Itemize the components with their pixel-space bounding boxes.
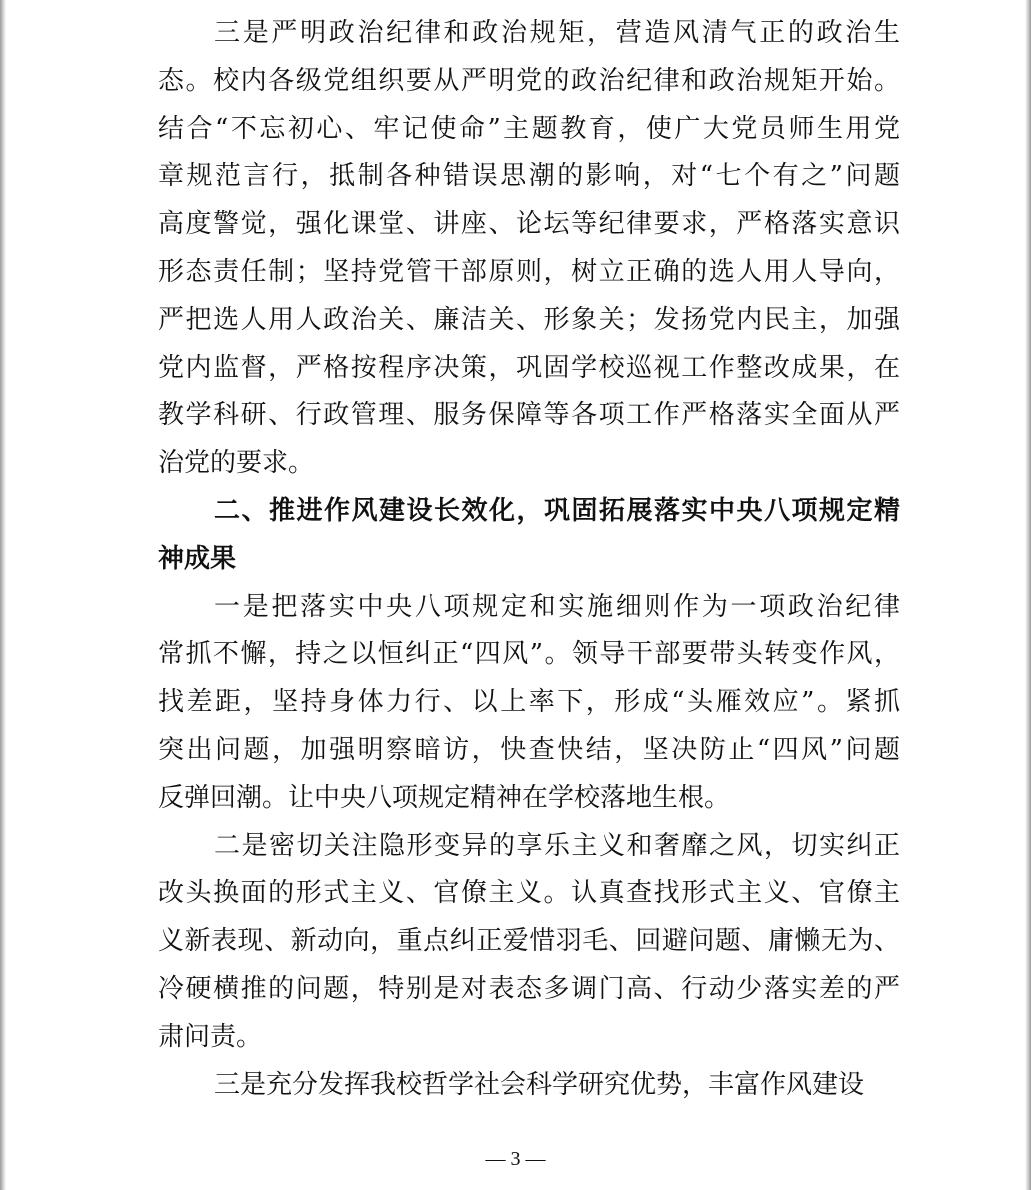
text-line: 章规范言行，抵制各种错误思潮的影响，对“七个有之”问题 [158,161,900,192]
text-line: 三是充分发挥我校哲学社会科学研究优势，丰富作风建设 [214,1069,865,1100]
text-line: 冷硬横推的问题，特别是对表态多调门高、行动少落实差的严 [158,973,900,1004]
text-line: 党内监督，严格按程序决策，巩固学校巡视工作整改成果，在 [158,352,900,383]
text-line: 形态责任制；坚持党管干部原则，树立正确的选人用人导向， [158,256,900,287]
text-line: 结合“不忘初心、牢记使命”主题教育，使广大党员师生用党 [158,113,900,144]
text-line: 高度警觉，强化课堂、讲座、论坛等纪律要求，严格落实意识 [158,209,900,240]
page-left-edge [0,0,6,1190]
text-line: 常抓不懈，持之以恒纠正“四风”。领导干部要带头转变作风， [158,639,900,670]
body-paragraph [158,823,900,1062]
text-line: 教学科研、行政管理、服务保障等各项工作严格落实全面从严 [158,400,900,431]
text-line: 一是把落实中央八项规定和实施细则作为一项政治纪律 [214,591,900,622]
text-line: 反弹回潮。让中央八项规定精神在学校落地生根。 [158,782,731,813]
text-line: 治党的要求。 [158,448,315,479]
text-line: 改头换面的形式主义、官僚主义。认真查找形式主义、官僚主 [158,878,900,909]
text-line: 神成果 [158,543,237,574]
page-number: — 3 — [485,1148,546,1170]
text-line: 二、推进作风建设长效化，巩固拓展落实中央八项规定精 [214,495,900,526]
page-right-edge [1025,0,1031,1190]
text-line: 态。校内各级党组织要从严明党的政治纪律和政治规矩开始。 [158,65,900,96]
text-line: 义新表现、新动向，重点纠正爱惜羽毛、回避问题、庸懒无为、 [158,926,900,957]
body-paragraph [158,584,900,823]
body-paragraph [158,10,900,488]
body-paragraph [158,1062,900,1110]
text-line: 找差距，坚持身体力行、以上率下，形成“头雁效应”。紧抓 [158,687,900,718]
text-line: 二是密切关注隐形变异的享乐主义和奢靡之风，切实纠正 [214,830,900,861]
text-line: 严把选人用人政治关、廉洁关、形象关；发扬党内民主，加强 [158,304,900,335]
text-line: 突出问题，加强明察暗访，快查快结，坚决防止“四风”问题 [158,734,900,765]
text-line: 三是严明政治纪律和政治规矩，营造风清气正的政治生 [214,18,900,48]
document-page [158,10,900,1109]
text-line: 肃问责。 [158,1021,263,1052]
section-heading [158,488,900,584]
